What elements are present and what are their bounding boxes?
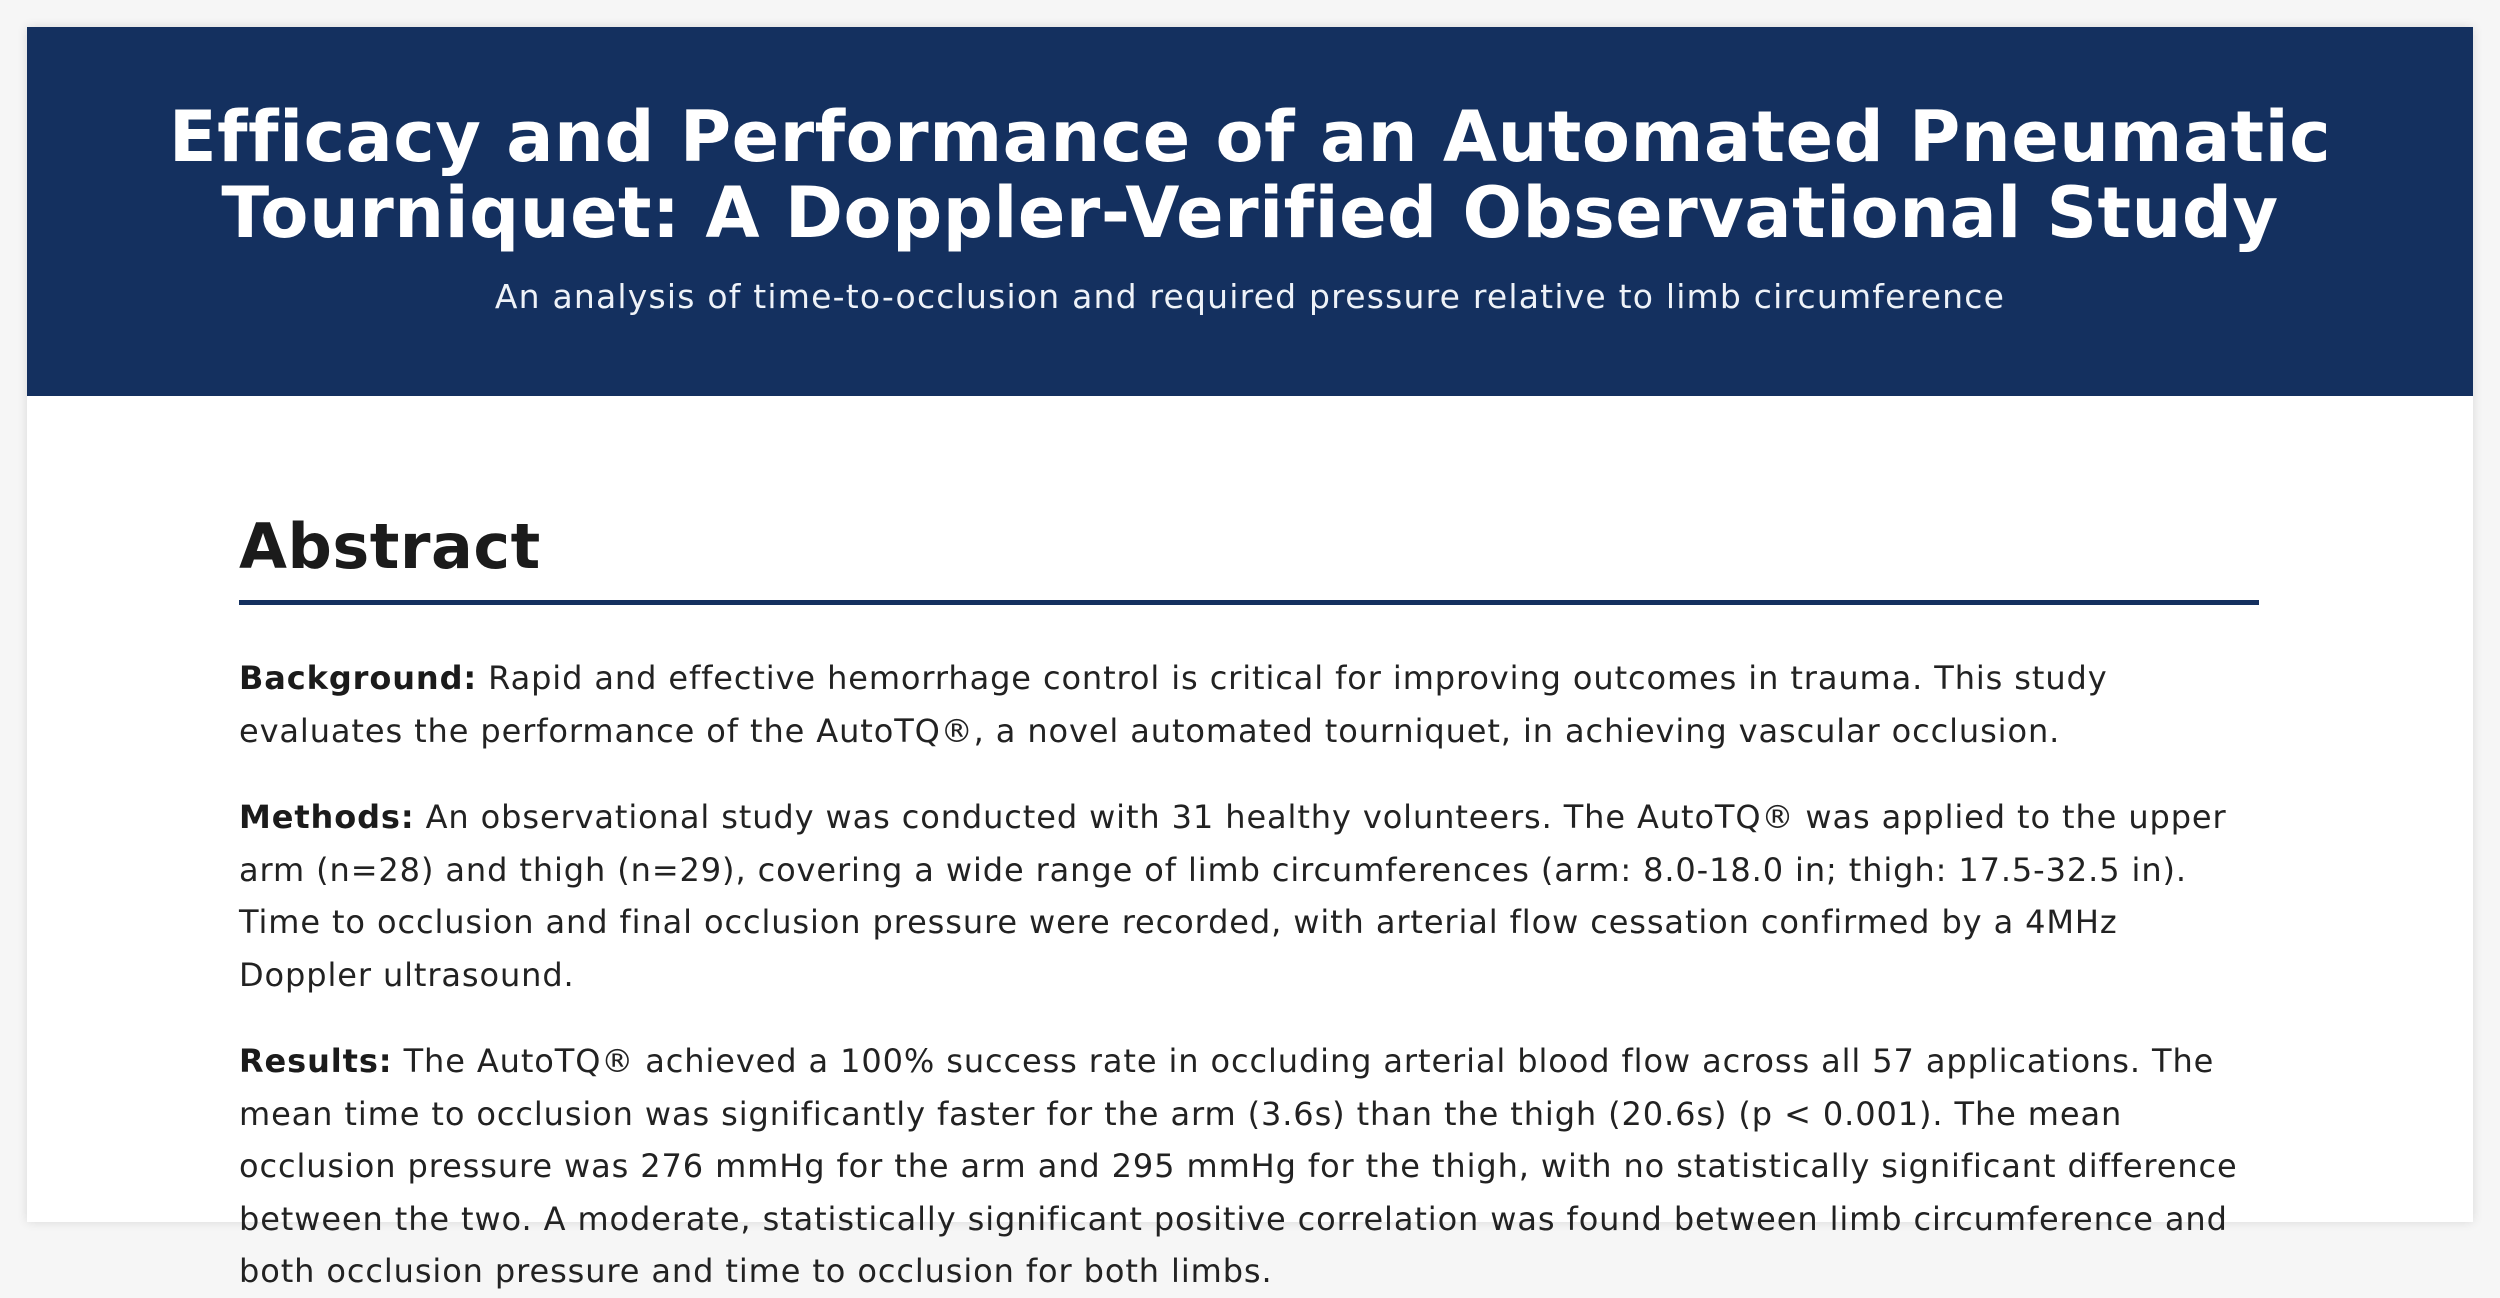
abstract-heading: Abstract <box>239 510 541 583</box>
paper-title-line-2: Tourniquet: A Doppler-Verified Observational Study <box>221 172 2279 254</box>
paper-title <box>27 96 2473 254</box>
methods-label: Methods: <box>239 798 415 836</box>
background-text: Rapid and effective hemorrhage control is critical for improving outcomes in trauma. This study evaluates the performance of the AutoTQ®, a novel automated tourniquet, in achieving vascular occlusion. <box>239 659 2108 750</box>
results-text: The AutoTQ® achieved a 100% success rate in occluding arterial blood flow across all 57 applications. The mean time to occlusion was significantly faster for the arm (3.6s) than the thigh (20.6s) (p < 0.001). The mean occlusion pressure was 276 mmHg for the arm and 295 mmHg for the thigh, with no statistically significant difference between the two. A moderate, statistically significant positive correlation was found between limb circumference and both occlusion pressure and time to occlusion for both limbs. <box>239 1042 2238 1290</box>
heading-divider <box>239 600 2259 605</box>
background-paragraph <box>239 652 2259 757</box>
paper-title-line-1: Efficacy and Performance of an Automated Pneumatic <box>168 96 2332 178</box>
methods-text: An observational study was conducted with 31 healthy volunteers. The AutoTQ® was applied to the upper arm (n=28) and thigh (n=29), covering a wide range of limb circumferences (arm: 8.0-18.0 in; thigh: 17.5-32.5 in). Time to occlusion and final occlusion pressure were recorded, with arterial flow cessation confirmed by a 4MHz Doppler ultrasound. <box>239 798 2227 994</box>
paper-page <box>27 27 2473 1290</box>
paper-subtitle: An analysis of time-to-occlusion and required pressure relative to limb circumference <box>494 277 2006 316</box>
title-banner <box>27 27 2473 396</box>
abstract-section <box>239 396 2287 1298</box>
background-label: Background: <box>239 659 478 697</box>
methods-paragraph <box>239 791 2259 1001</box>
results-label: Results: <box>239 1042 393 1080</box>
results-paragraph <box>239 1035 2259 1298</box>
